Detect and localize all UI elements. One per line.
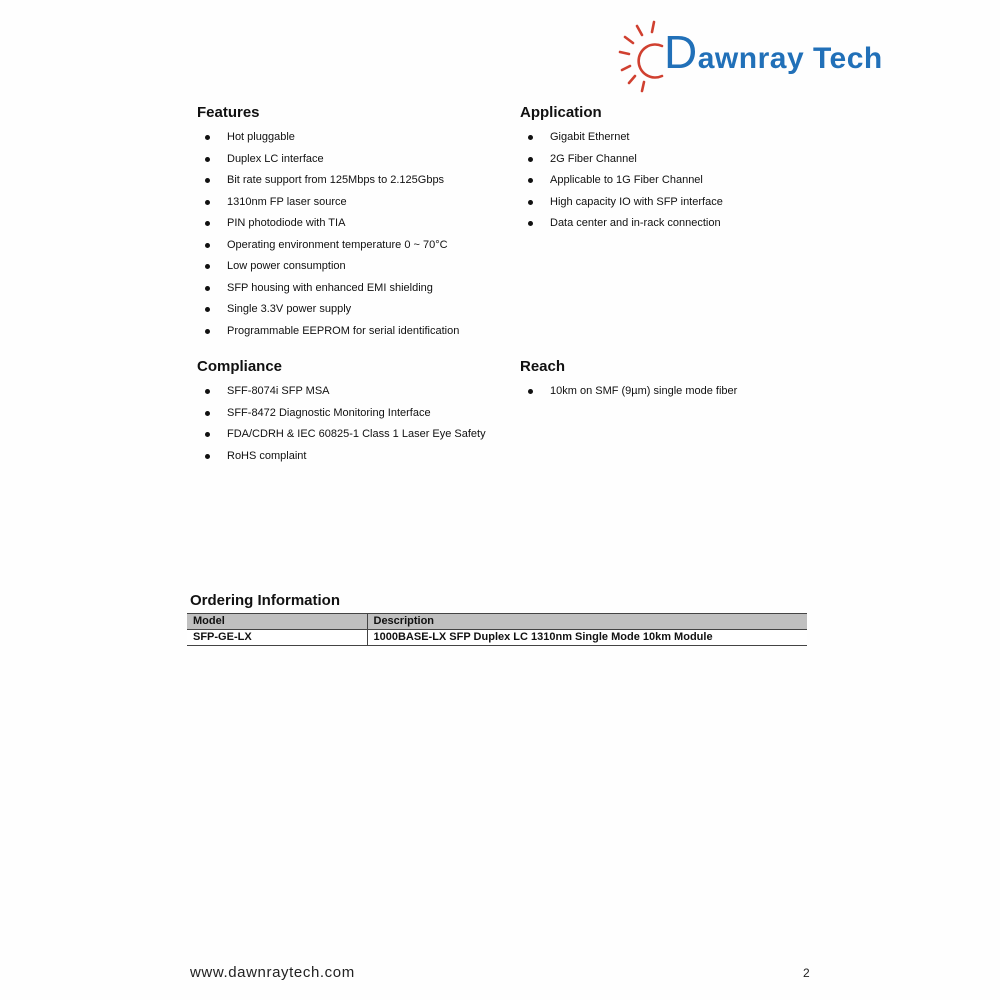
section-reach	[520, 358, 835, 407]
feature-item: SFP housing with enhanced EMI shielding	[197, 282, 512, 304]
ordering-table	[187, 613, 807, 646]
table-header-row	[187, 614, 807, 630]
footer-website-url: www.dawnraytech.com	[190, 964, 355, 981]
bullet-icon	[205, 389, 210, 394]
compliance-item: SFF-8472 Diagnostic Monitoring Interface	[197, 407, 512, 429]
section-compliance	[197, 358, 512, 471]
reach-item: 10km on SMF (9µm) single mode fiber	[520, 385, 835, 407]
bullet-icon	[528, 221, 533, 226]
application-item: Data center and in-rack connection	[520, 217, 835, 239]
cell-description: 1000BASE-LX SFP Duplex LC 1310nm Single Mode 10km Module	[367, 630, 807, 646]
application-item: 2G Fiber Channel	[520, 153, 835, 175]
feature-item: 1310nm FP laser source	[197, 196, 512, 218]
table-row	[187, 630, 807, 646]
feature-item: Single 3.3V power supply	[197, 303, 512, 325]
section-ordering-information	[187, 592, 807, 646]
application-heading: Application	[520, 104, 602, 121]
column-header-model: Model	[187, 614, 367, 630]
bullet-icon	[528, 178, 533, 183]
reach-list	[520, 385, 835, 407]
reach-heading: Reach	[520, 358, 566, 375]
feature-item: Operating environment temperature 0 ~ 70°C	[197, 239, 512, 261]
bullet-icon	[205, 157, 210, 162]
application-item: Applicable to 1G Fiber Channel	[520, 174, 835, 196]
bullet-icon	[528, 157, 533, 162]
bullet-icon	[205, 329, 210, 334]
bullet-icon	[205, 432, 210, 437]
application-list	[520, 131, 835, 239]
column-header-description: Description	[367, 614, 807, 630]
section-features	[197, 104, 512, 346]
footer-page-number: 2	[803, 966, 810, 980]
compliance-item: SFF-8074i SFP MSA	[197, 385, 512, 407]
feature-item: Bit rate support from 125Mbps to 2.125Gbps	[197, 174, 512, 196]
bullet-icon	[205, 307, 210, 312]
bullet-icon	[205, 221, 210, 226]
feature-item: Programmable EEPROM for serial identification	[197, 325, 512, 347]
bullet-icon	[205, 178, 210, 183]
bullet-icon	[528, 200, 533, 205]
logo-text: Dawnray Tech	[664, 26, 883, 78]
logo	[616, 10, 883, 101]
ordering-heading: Ordering Information	[190, 592, 340, 609]
application-item: High capacity IO with SFP interface	[520, 196, 835, 218]
bullet-icon	[205, 264, 210, 269]
features-heading: Features	[197, 104, 260, 121]
feature-item: Hot pluggable	[197, 131, 512, 153]
bullet-icon	[205, 454, 210, 459]
bullet-icon	[205, 286, 210, 291]
feature-item: Duplex LC interface	[197, 153, 512, 175]
bullet-icon	[205, 135, 210, 140]
section-application	[520, 104, 835, 239]
bullet-icon	[205, 243, 210, 248]
features-list	[197, 131, 512, 346]
feature-item: Low power consumption	[197, 260, 512, 282]
bullet-icon	[205, 200, 210, 205]
bullet-icon	[528, 135, 533, 140]
cell-model: SFP-GE-LX	[187, 630, 367, 646]
compliance-heading: Compliance	[197, 358, 283, 375]
application-item: Gigabit Ethernet	[520, 131, 835, 153]
compliance-list	[197, 385, 512, 471]
bullet-icon	[205, 411, 210, 416]
compliance-item: FDA/CDRH & IEC 60825-1 Class 1 Laser Eye Safety	[197, 428, 512, 450]
compliance-item: RoHS complaint	[197, 450, 512, 472]
bullet-icon	[528, 389, 533, 394]
feature-item: PIN photodiode with TIA	[197, 217, 512, 239]
